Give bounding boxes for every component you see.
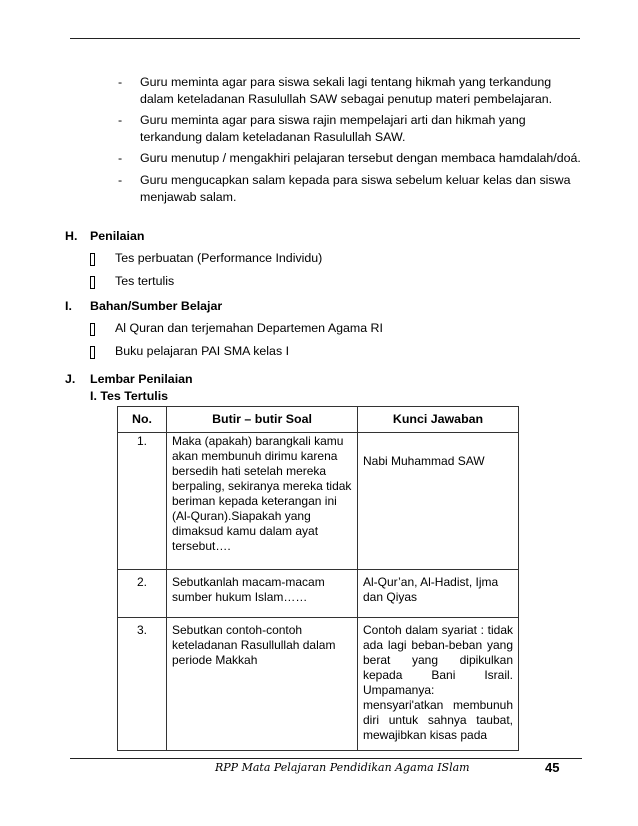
row-number: 1. <box>118 433 167 570</box>
header-rule <box>70 38 580 39</box>
question-cell: Sebutkan contoh-contoh keteladanan Rasullullah dalam periode Makkah <box>167 618 358 751</box>
list-item-text: Tes tertulis <box>115 274 175 288</box>
section-number: I. <box>65 299 72 313</box>
table-row <box>118 570 519 618</box>
dash-marker: - <box>118 113 123 128</box>
section-title: Bahan/Sumber Belajar <box>90 299 223 313</box>
list-item <box>118 74 588 107</box>
column-header: No. <box>118 407 167 433</box>
list-item <box>118 112 588 145</box>
section-number: J. <box>65 372 76 386</box>
list-item-text: Guru meminta agar para siswa sekali lagi tentang hikmah yang terkandung dalam keteladanan Rasulullah SAW sebagai penutup materi pembelajaran. <box>140 75 553 106</box>
section-lembar-penilaian <box>65 371 193 387</box>
bullet-box-icon <box>90 323 95 336</box>
list-item-text: Guru menutup / mengakhiri pelajaran tersebut dengan membaca hamdalah/doá. <box>140 151 581 166</box>
section-penilaian <box>65 228 322 289</box>
answer-cell: Al-Qur’an, Al-Hadist, Ijma dan Qiyas <box>358 570 519 618</box>
answer-text: Nabi Muhammad SAW <box>363 454 485 468</box>
section-bahan-belajar <box>65 298 383 359</box>
dash-marker: - <box>118 151 123 166</box>
list-item <box>89 250 322 266</box>
list-item <box>89 320 383 336</box>
subsection-title: I. Tes Tertulis <box>90 389 169 403</box>
list-item <box>118 172 588 205</box>
list-item-text: Buku pelajaran PAI SMA kelas I <box>115 344 290 358</box>
answer-cell: Contoh dalam syariat : tidak ada lagi beban-beban yang berat yang dipikulkan kepada Bani Israil. Umpamanya: mensyari'atkan membunuh diri untuk sahnya taubat, mewajibkan kisas pada <box>358 618 519 751</box>
closing-steps-list <box>118 74 588 210</box>
section-heading <box>65 371 193 387</box>
question-cell: Sebutkanlah macam-macam sumber hukum Islam…… <box>167 570 358 618</box>
list-item <box>89 343 383 359</box>
answer-cell <box>358 433 519 570</box>
bullet-box-icon <box>90 253 95 266</box>
list-item-text: Al Quran dan terjemahan Departemen Agama RI <box>115 321 383 335</box>
row-number: 2. <box>118 570 167 618</box>
table-header-row <box>118 407 519 433</box>
section-title: Penilaian <box>90 229 145 243</box>
list-item-text: Guru meminta agar para siswa rajin mempelajari arti dan hikmah yang terkandung dalam keteladanan Rasulullah SAW. <box>140 113 526 144</box>
list-item <box>89 273 322 289</box>
question-cell: Maka (apakah) barangkali kamu akan membunuh dirimu karena bersedih hati setelah mereka berpaling, sekiranya mereka tidak beriman kepada keterangan ini (Al-Quran).Siapakah yang dimaksud kamu dalam ayat tersebut…. <box>167 433 358 570</box>
list-item <box>118 150 588 167</box>
dash-marker: - <box>118 75 123 89</box>
page-number: 45 <box>545 760 560 775</box>
footer-title: RPP Mata Pelajaran Pendidikan Agama ISlam <box>215 761 470 774</box>
bullet-box-icon <box>90 276 95 289</box>
column-header: Kunci Jawaban <box>358 407 519 433</box>
section-title: Lembar Penilaian <box>90 372 193 386</box>
bullet-box-icon <box>90 346 95 359</box>
table-row <box>118 433 519 570</box>
section-number: H. <box>65 229 78 243</box>
table-row <box>118 618 519 751</box>
row-number: 3. <box>118 618 167 751</box>
dash-marker: - <box>118 172 123 187</box>
list-item-text: Tes perbuatan (Performance Individu) <box>115 251 323 265</box>
column-header: Butir – butir Soal <box>167 407 358 433</box>
section-heading <box>65 298 383 314</box>
section-heading <box>65 228 322 244</box>
list-item-text: Guru mengucapkan salam kepada para siswa sebelum keluar kelas dan siswa menjawab salam. <box>140 172 571 204</box>
assessment-table <box>117 406 519 751</box>
footer-rule <box>70 758 582 759</box>
